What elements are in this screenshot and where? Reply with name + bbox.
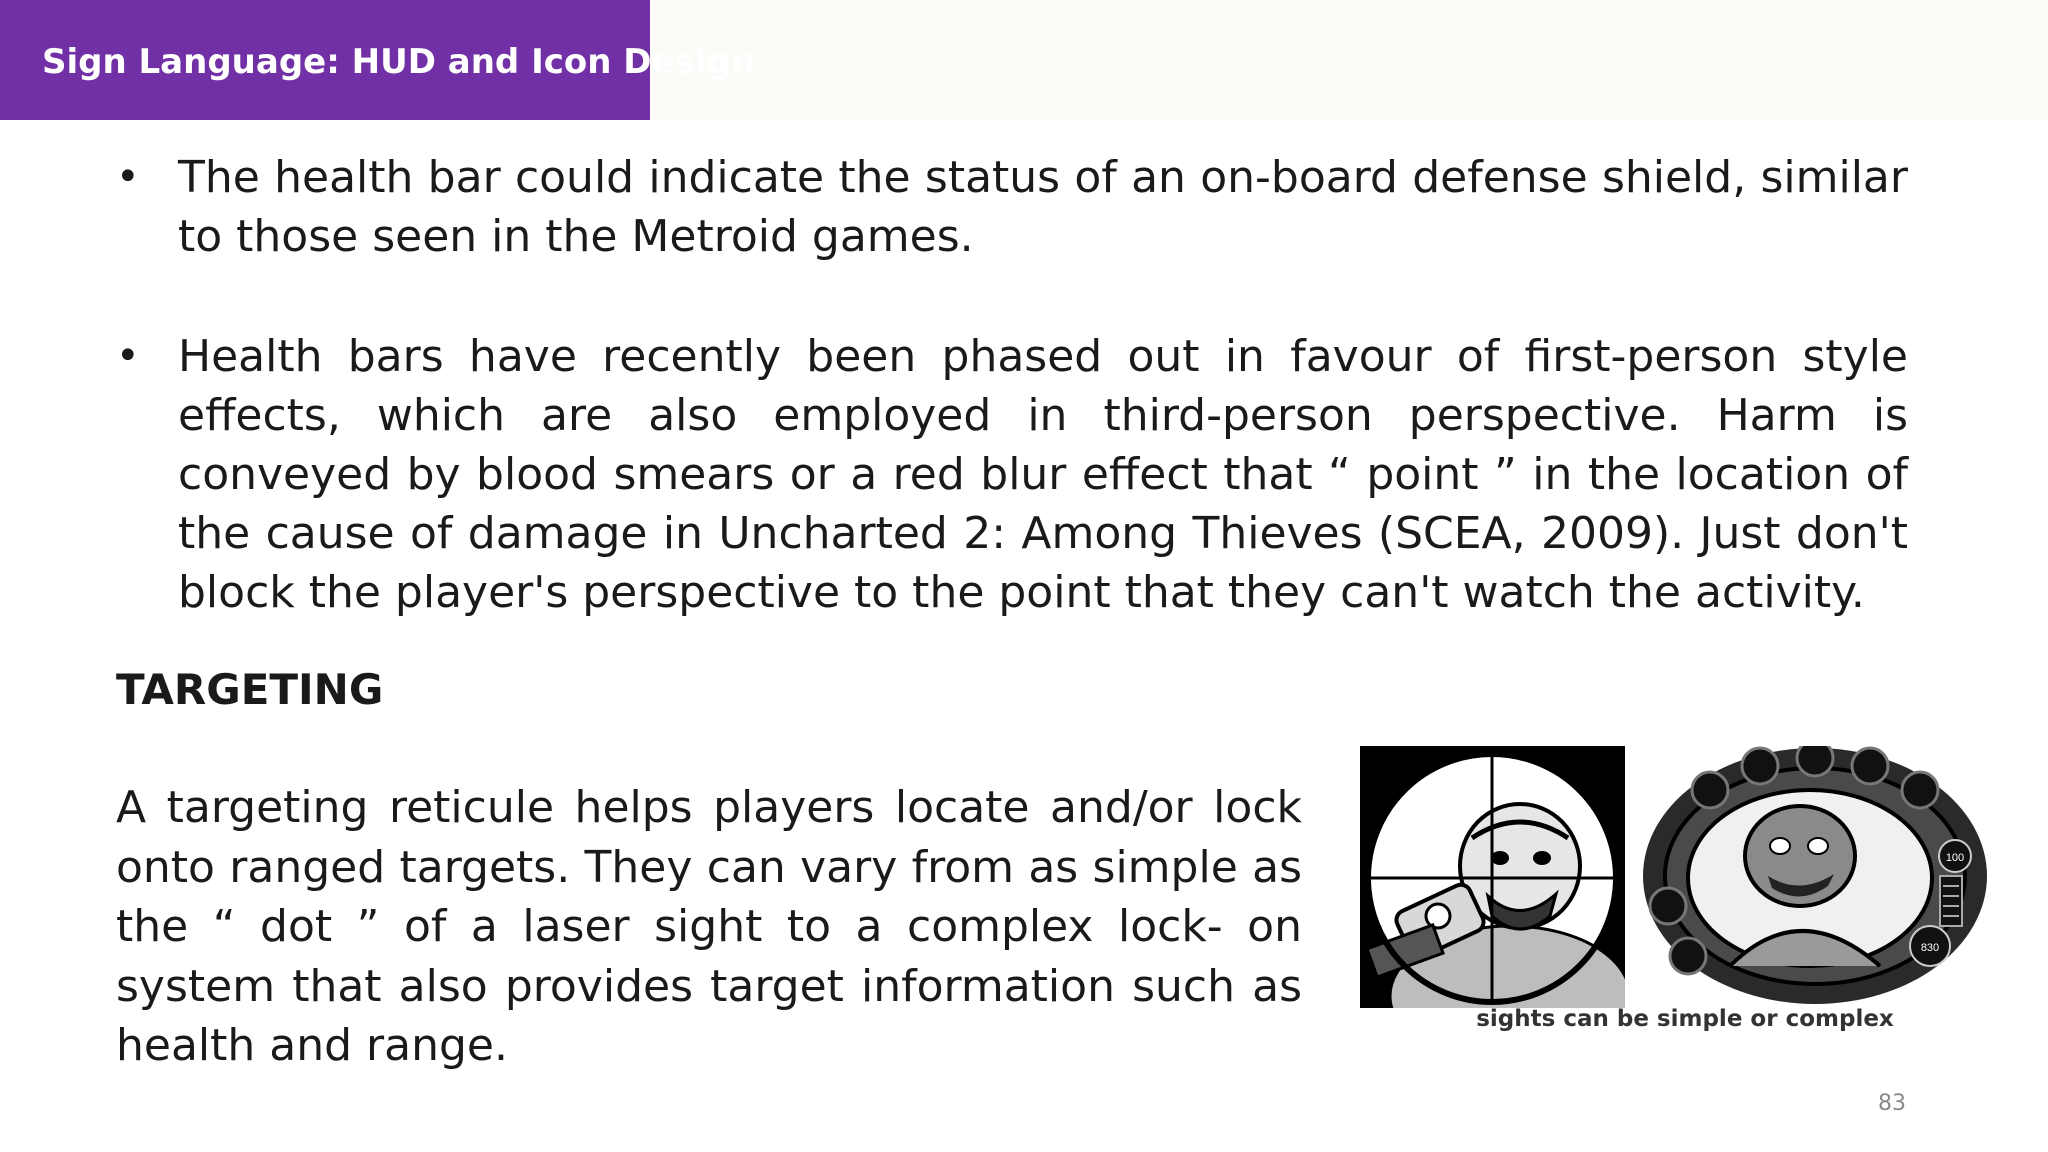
gauge-bottom-label: 830 (1920, 942, 1940, 954)
gauge-top-label: 100 (1945, 852, 1965, 864)
section-heading: TARGETING (116, 665, 384, 714)
bullet-dot-icon: • (116, 154, 140, 200)
figure-caption: sights can be simple or complex (1476, 1006, 1894, 1032)
page-number: 83 (1878, 1091, 1906, 1116)
body-paragraph: A targeting reticule helps players locate and/or lock onto ranged targets. They can vary from as simple as the “ dot ” of a laser sight to a complex lock- on system that also provides target information such as health and range. (116, 782, 1302, 1071)
reticule-figure (1360, 746, 1990, 1046)
simple-sight-image (1360, 746, 1625, 1008)
bullet-text: The health bar could indicate the status of an on-board defense shield, similar to those seen in the Metroid games. (178, 152, 1908, 262)
bullet-item (116, 327, 1908, 622)
complex-sight-image (1640, 746, 1990, 1016)
slide-title: Sign Language: HUD and Icon Design (0, 0, 650, 120)
bullet-dot-icon: • (116, 333, 140, 379)
bullet-item (116, 148, 1908, 266)
bullet-text: Health bars have recently been phased out in favour of first-person style effects, which are also employed in third-person perspective. Harm is conveyed by blood smears or a red blur effect that “ point ” in the location of the cause of damage in Uncharted 2: Among Thieves (SCEA, 2009). Just don't block the player's perspective to the point that they can't watch the activity. (178, 331, 1908, 618)
